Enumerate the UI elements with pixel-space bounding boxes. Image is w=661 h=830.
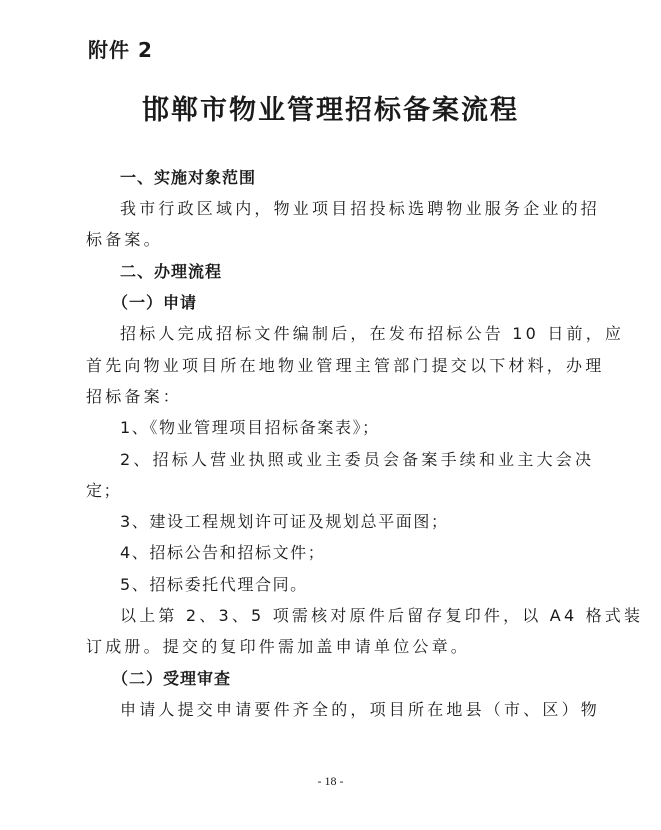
- material-item-4: 4、招标公告和招标文件；: [120, 543, 326, 562]
- material-item-2: 2、招标人营业执照或业主委员会备案手续和业主大会决: [120, 450, 595, 469]
- material-item-2-continuation: 定；: [86, 481, 122, 500]
- copies-note-line-1: 以上第 2、3、5 项需核对原件后留存复印件，以 A4 格式装: [120, 606, 644, 625]
- application-paragraph-line-3: 招标备案：: [86, 387, 183, 406]
- section-1-paragraph-line-2: 标备案。: [86, 230, 163, 249]
- material-item-3: 3、建设工程规划许可证及规划总平面图；: [120, 512, 449, 531]
- application-paragraph-line-1: 招标人完成招标文件编制后，在发布招标公告 10 日前，应: [120, 324, 625, 343]
- section-2-heading: 二、办理流程: [120, 262, 223, 281]
- subsection-2-heading: （二）受理审查: [112, 669, 232, 688]
- section-1-heading: 一、实施对象范围: [120, 168, 257, 187]
- application-paragraph-line-2: 首先向物业项目所在地物业管理主管部门提交以下材料，办理: [86, 356, 605, 375]
- page-number: - 18 -: [317, 774, 344, 788]
- document-title: 邯郸市物业管理招标备案流程: [142, 95, 519, 126]
- material-item-1: 1、《物业管理项目招标备案表》；: [120, 418, 380, 437]
- material-item-5: 5、招标委托代理合同。: [120, 575, 308, 594]
- review-paragraph-line-1: 申请人提交申请要件齐全的，项目所在地县（市、区）物: [120, 700, 601, 719]
- subsection-1-heading: （一）申请: [112, 293, 198, 312]
- attachment-label: 附件 2: [88, 38, 153, 62]
- section-1-paragraph-line-1: 我市行政区域内，物业项目招投标选聘物业服务企业的招: [120, 199, 601, 218]
- copies-note-line-2: 订成册。提交的复印件需加盖申请单位公章。: [86, 637, 471, 656]
